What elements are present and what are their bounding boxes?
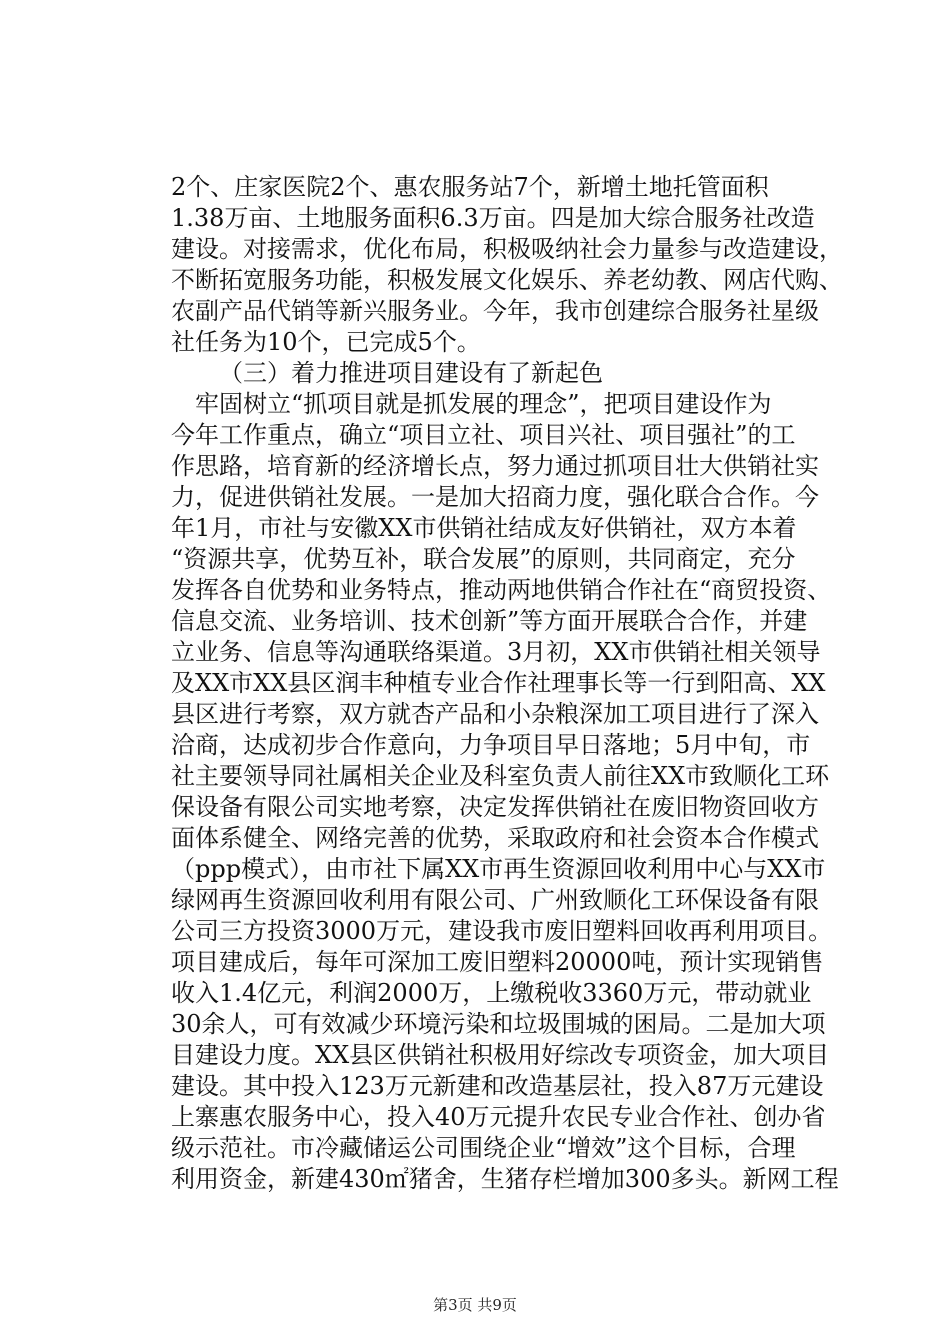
text-line: 绿网再生资源回收利用有限公司、广州致顺化工环保设备有限	[171, 886, 819, 914]
text-line: 面体系健全、网络完善的优势，采取政府和社会资本合作模式	[171, 824, 819, 852]
text-line: 1.38万亩、土地服务面积6.3万亩。四是加大综合服务社改造	[171, 204, 815, 232]
text-line: 洽商，达成初步合作意向，力争项目早日落地；5月中旬，市	[171, 731, 811, 759]
text-line: 农副产品代销等新兴服务业。今年，我市创建综合服务社星级	[171, 297, 819, 325]
text-line: 年1月，市社与安徽XX市供销社结成友好供销社，双方本着	[171, 514, 797, 542]
text-line: 作思路，培育新的经济增长点，努力通过抓项目壮大供销社实	[171, 452, 819, 480]
text-line: 收入1.4亿元，利润2000万，上缴税收3360万元，带动就业	[171, 979, 812, 1007]
text-line: 今年工作重点，确立“项目立社、项目兴社、项目强社”的工	[171, 421, 796, 449]
page-number: 第3页 共9页	[433, 1296, 517, 1314]
text-line: 社任务为10个，已完成5个。	[171, 328, 481, 356]
text-line: 不断拓宽服务功能，积极发展文化娱乐、养老幼教、网店代购、	[171, 266, 843, 294]
text-line: 目建设力度。XX县区供销社积极用好综改专项资金，加大项目	[171, 1041, 830, 1069]
text-line: 力，促进供销社发展。一是加大招商力度，强化联合合作。今	[171, 483, 819, 511]
text-line: 保设备有限公司实地考察，决定发挥供销社在废旧物资回收方	[171, 793, 819, 821]
text-line: 公司三方投资3000万元，建设我市废旧塑料回收再利用项目。	[171, 917, 833, 945]
text-line: （ppp模式），由市社下属XX市再生资源回收利用中心与XX市	[171, 855, 826, 883]
text-line: 上寨惠农服务中心，投入40万元提升农民专业合作社、创办省	[171, 1103, 826, 1131]
page-footer	[0, 1294, 950, 1315]
document-body	[171, 172, 843, 1195]
text-line: 建设。对接需求，优化布局，积极吸纳社会力量参与改造建设，	[171, 235, 843, 263]
text-line: 信息交流、业务培训、技术创新”等方面开展联合合作，并建	[171, 607, 808, 635]
text-line: 发挥各自优势和业务特点，推动两地供销合作社在“商贸投资、	[171, 576, 832, 604]
text-line: “资源共享，优势互补，联合发展”的原则，共同商定，充分	[171, 545, 796, 573]
text-line: 立业务、信息等沟通联络渠道。3月初，XX市供销社相关领导	[171, 638, 821, 666]
paragraph-start-line: 牢固树立“抓项目就是抓发展的理念”，把项目建设作为	[195, 390, 772, 418]
section-heading: （三）着力推进项目建设有了新起色	[219, 359, 603, 387]
text-line: 30余人，可有效减少环境污染和垃圾围城的困局。二是加大项	[171, 1010, 826, 1038]
text-line: 级示范社。市冷藏储运公司围绕企业“增效”这个目标，合理	[171, 1134, 796, 1162]
text-line: 县区进行考察，双方就杏产品和小杂粮深加工项目进行了深入	[171, 700, 819, 728]
text-line: 2个、庄家医院2个、惠农服务站7个，新增土地托管面积	[171, 173, 769, 201]
text-line: 项目建成后，每年可深加工废旧塑料20000吨，预计实现销售	[171, 948, 824, 976]
text-line: 社主要领导同社属相关企业及科室负责人前往XX市致顺化工环	[171, 762, 830, 790]
text-line: 建设。其中投入123万元新建和改造基层社，投入87万元建设	[171, 1072, 824, 1100]
text-line: 利用资金，新建430㎡猪舍，生猪存栏增加300多头。新网工程	[171, 1165, 839, 1193]
text-line: 及XX市XX县区润丰种植专业合作社理事长等一行到阳高、XX	[171, 669, 826, 697]
